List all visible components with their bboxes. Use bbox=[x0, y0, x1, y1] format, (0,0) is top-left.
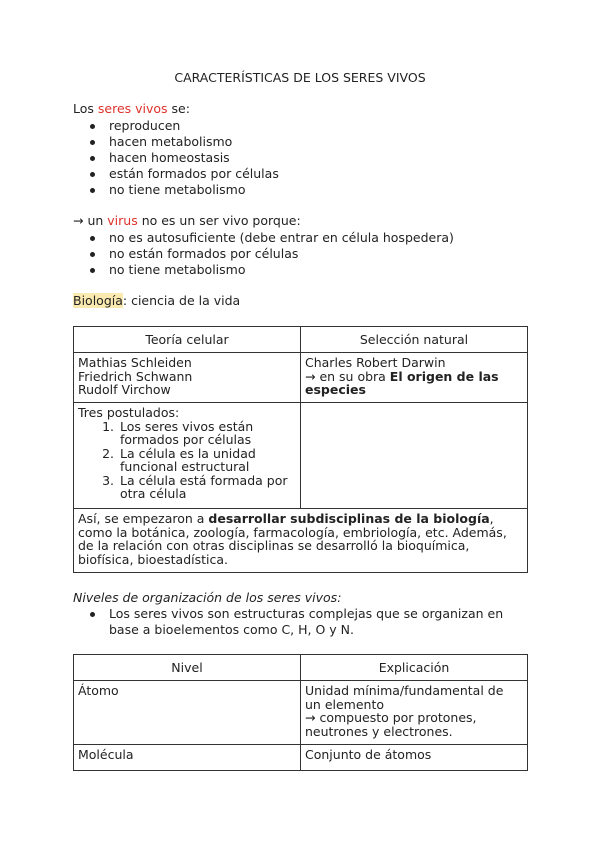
list-item: no tiene metabolismo bbox=[73, 182, 279, 198]
list-item: hacen metabolismo bbox=[73, 134, 279, 150]
darwin-name: Charles Robert Darwin bbox=[305, 355, 446, 370]
scientist-name: Rudolf Virchow bbox=[78, 382, 171, 397]
biologia-def-text: : ciencia de la vida bbox=[122, 293, 241, 308]
table-header: Nivel bbox=[74, 655, 301, 681]
intro-line bbox=[73, 101, 190, 116]
explicacion-cell bbox=[301, 745, 528, 771]
postulados-list bbox=[78, 420, 296, 501]
summary-cell bbox=[74, 509, 528, 573]
niveles-heading: Niveles de organización de los seres vivos: bbox=[73, 590, 342, 605]
nivel-cell: Molécula bbox=[74, 745, 301, 771]
niveles-bullet-text: Los seres vivos son estructuras complejas que se organizan en base a bioelementos como C, H, O y N. bbox=[109, 606, 504, 637]
virus-highlight: virus bbox=[107, 213, 138, 228]
scientist-name: Friedrich Schwann bbox=[78, 368, 193, 384]
list-item: 1. Los seres vivos están formados por células bbox=[118, 420, 296, 447]
darwin-work bbox=[305, 370, 523, 397]
table-row bbox=[74, 681, 528, 745]
postulados-intro: Tres postulados: bbox=[78, 405, 180, 420]
characteristics-list bbox=[73, 118, 279, 198]
explicacion-line: Conjunto de átomos bbox=[305, 747, 432, 762]
virus-pre: → un bbox=[73, 213, 108, 228]
bullet-dot bbox=[90, 612, 95, 617]
niveles-bullet bbox=[73, 606, 523, 638]
empty-cell bbox=[301, 403, 528, 509]
theory-table bbox=[73, 326, 528, 573]
list-item: reproducen bbox=[73, 118, 279, 134]
list-item: no están formados por células bbox=[73, 246, 454, 262]
list-item: no es autosuficiente (debe entrar en célula hospedera) bbox=[73, 230, 454, 246]
list-item: hacen homeostasis bbox=[73, 150, 279, 166]
darwin-work-title: El origen de las especies bbox=[305, 368, 499, 397]
table-header: Selección natural bbox=[301, 327, 528, 353]
explicacion-line: Unidad mínima/fundamental de un elemento bbox=[305, 683, 504, 712]
biologia-definition bbox=[73, 293, 240, 308]
list-item: están formados por células bbox=[73, 166, 279, 182]
scientists-cell bbox=[74, 353, 301, 403]
summary-pre: Así, se empezaron a bbox=[78, 511, 209, 526]
intro-pre: Los bbox=[73, 101, 98, 116]
postulados-cell bbox=[74, 403, 301, 509]
page-title: CARACTERÍSTICAS DE LOS SERES VIVOS bbox=[174, 70, 426, 85]
intro-post: se: bbox=[167, 101, 190, 116]
biologia-term: Biología bbox=[73, 293, 123, 308]
nivel-cell: Átomo bbox=[74, 681, 301, 745]
darwin-work-pre: → en su obra bbox=[305, 368, 390, 384]
explicacion-cell bbox=[301, 681, 528, 745]
seres-vivos-highlight: seres vivos bbox=[97, 101, 168, 116]
virus-reasons-list bbox=[73, 230, 454, 278]
darwin-cell bbox=[301, 353, 528, 403]
list-item: 3. La célula está formada por otra célula bbox=[118, 474, 296, 501]
virus-post: no es un ser vivo porque: bbox=[137, 213, 301, 228]
list-item: 2. La célula es la unidad funcional estructural bbox=[118, 447, 296, 474]
explicacion-line: → compuesto por protones, neutrones y electrones. bbox=[305, 710, 477, 739]
list-item: no tiene metabolismo bbox=[73, 262, 454, 278]
table-header: Explicación bbox=[301, 655, 528, 681]
levels-table bbox=[73, 654, 528, 771]
scientist-name: Mathias Schleiden bbox=[78, 355, 192, 370]
summary-post: , como la botánica, zoología, farmacología, embriología, etc. Además, de la relación con otras disciplinas se desarrolló la bioquímica, biofísica, bioestadística. bbox=[78, 511, 507, 567]
table-header: Teoría celular bbox=[74, 327, 301, 353]
table-row bbox=[74, 745, 528, 771]
summary-bold: desarrollar subdisciplinas de la biología bbox=[208, 511, 490, 526]
virus-intro-line bbox=[73, 213, 301, 228]
